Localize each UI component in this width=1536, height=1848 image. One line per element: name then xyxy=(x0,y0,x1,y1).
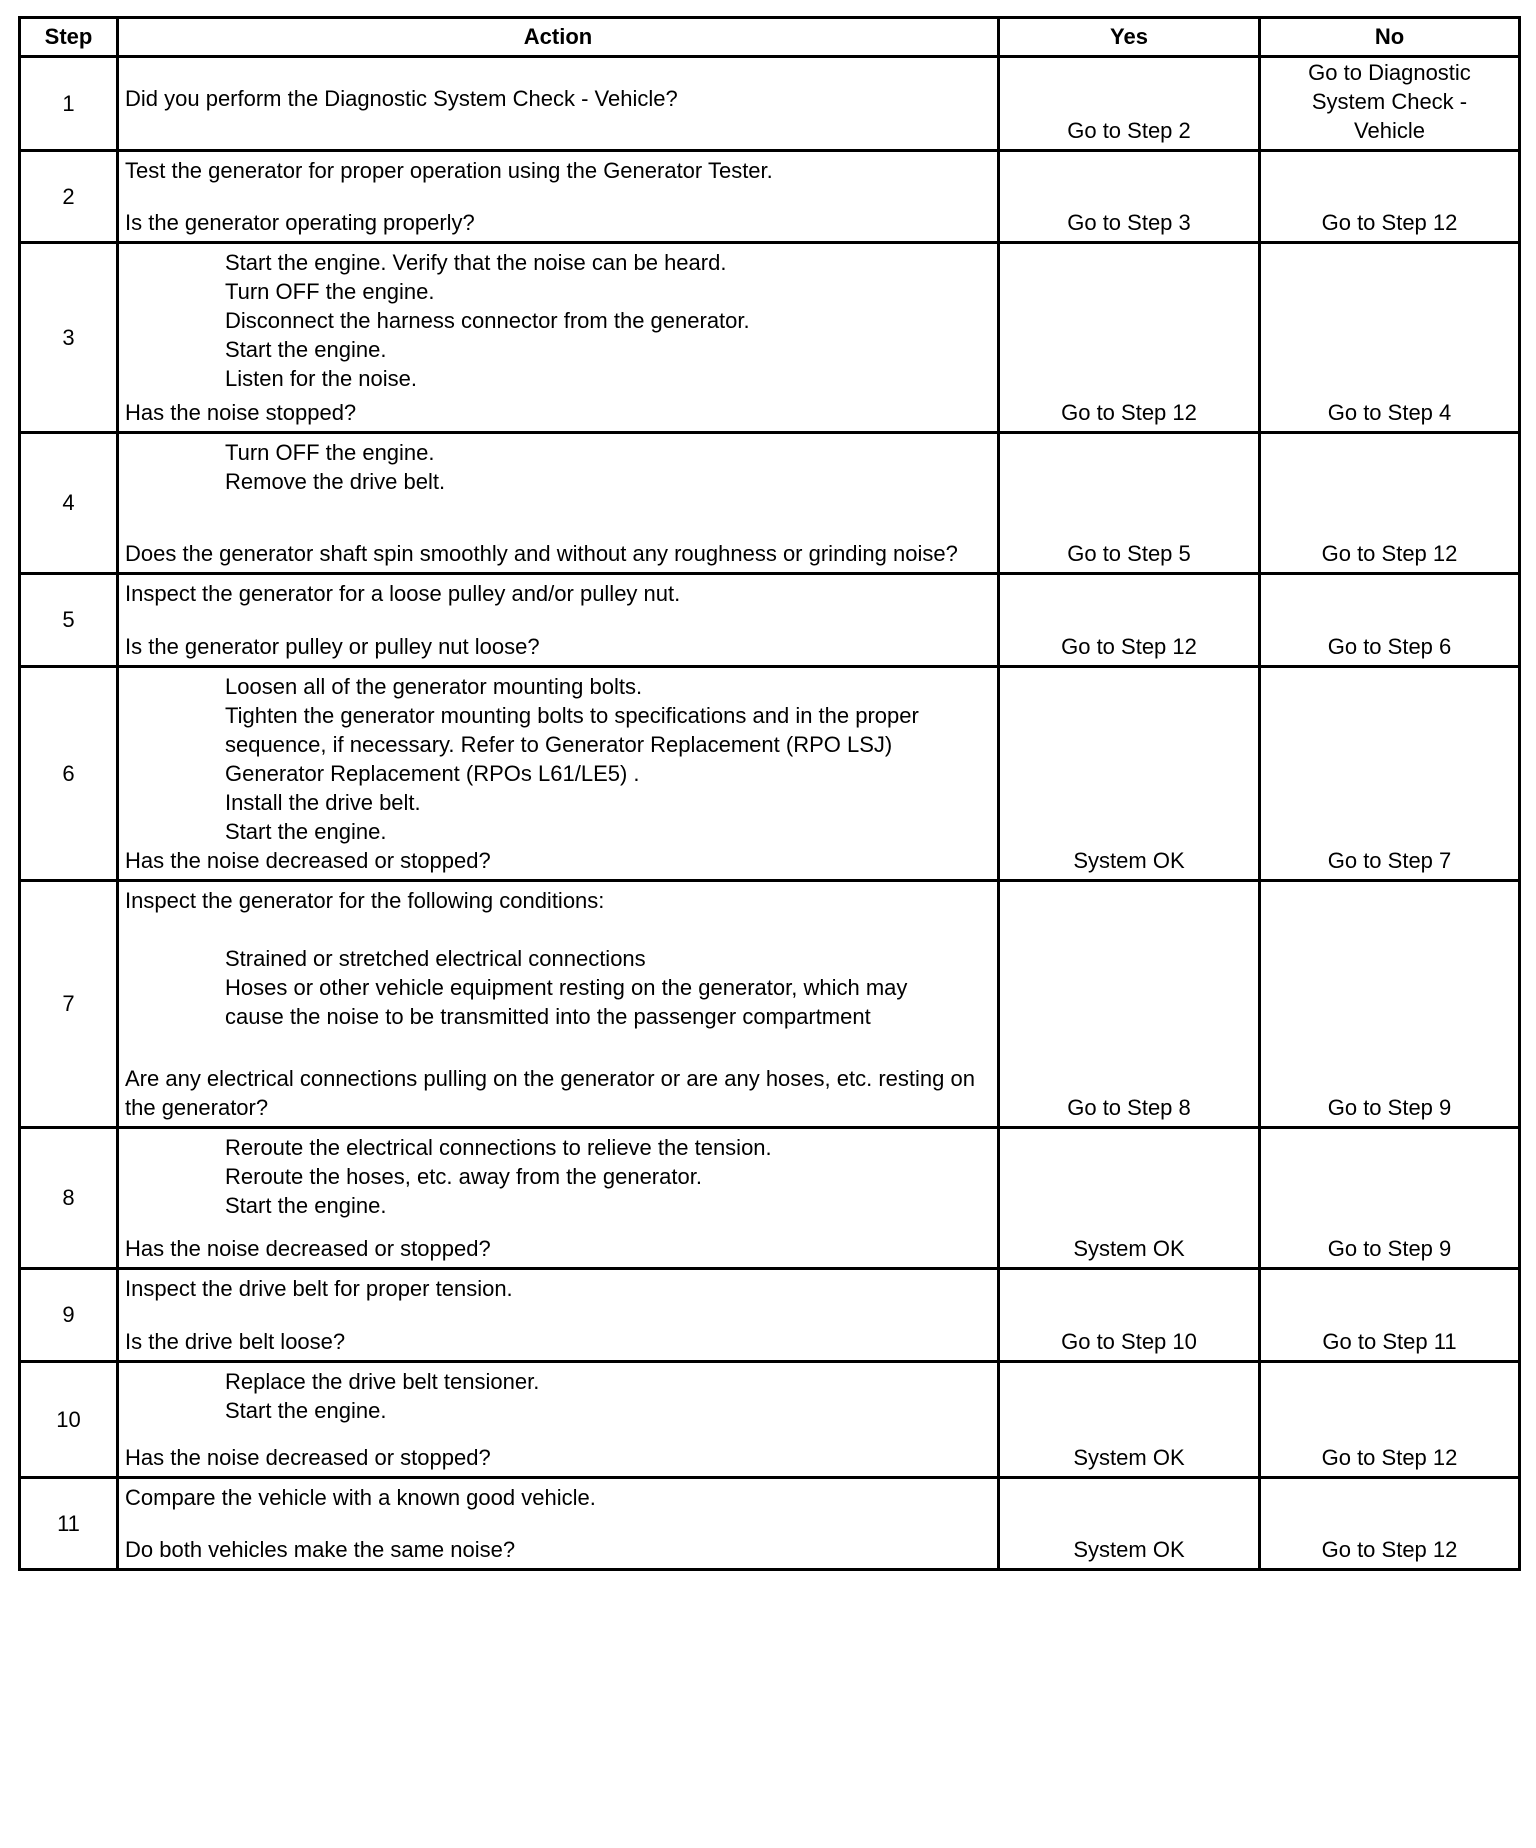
action-instructions xyxy=(125,438,991,496)
no-result: Go to Step 9 xyxy=(1260,1128,1520,1269)
action-step-line: Disconnect the harness connector from the generator. xyxy=(225,308,750,333)
table-header-row xyxy=(20,18,1520,57)
action-steps-list xyxy=(125,672,991,846)
action-step-line: Start the engine. Verify that the noise can be heard. xyxy=(225,250,727,275)
action-step-line: Loosen all of the generator mounting bolts. xyxy=(225,674,643,699)
action-content xyxy=(119,668,997,879)
action-steps-list xyxy=(125,944,991,1031)
action-question: Is the generator pulley or pulley nut loose? xyxy=(125,634,540,659)
table-row xyxy=(20,433,1520,574)
action-cell xyxy=(118,243,999,433)
action-content xyxy=(119,58,997,138)
action-step-line: Start the engine. xyxy=(225,337,387,362)
action-cell xyxy=(118,57,999,151)
action-cell xyxy=(118,1269,999,1362)
table-row xyxy=(20,57,1520,151)
diagnostic-table xyxy=(18,16,1521,1571)
action-cell xyxy=(118,1128,999,1269)
action-content xyxy=(119,1363,997,1476)
action-instructions xyxy=(125,1133,991,1220)
no-result: Go to Diagnostic System Check - Vehicle xyxy=(1260,57,1520,151)
action-cell xyxy=(118,151,999,243)
step-number: 3 xyxy=(20,243,118,433)
action-instructions xyxy=(125,579,991,608)
yes-result: System OK xyxy=(999,1128,1260,1269)
action-step-line: Start the engine. xyxy=(225,819,387,844)
action-content xyxy=(119,1479,997,1568)
action-steps-list xyxy=(125,438,991,496)
action-content xyxy=(119,1129,997,1267)
yes-result: Go to Step 3 xyxy=(999,151,1260,243)
action-question: Has the noise decreased or stopped? xyxy=(125,848,491,873)
yes-result: System OK xyxy=(999,667,1260,881)
action-step-line: Turn OFF the engine. xyxy=(225,440,435,465)
yes-result: Go to Step 2 xyxy=(999,57,1260,151)
action-step-line: Strained or stretched electrical connections xyxy=(225,946,646,971)
action-question: Does the generator shaft spin smoothly and without any roughness or grinding noise? xyxy=(125,541,958,566)
action-question: Has the noise stopped? xyxy=(125,400,357,425)
step-number: 11 xyxy=(20,1478,118,1570)
action-instructions xyxy=(125,886,991,1031)
action-intro: Inspect the generator for the following conditions: xyxy=(125,888,605,913)
action-cell xyxy=(118,433,999,574)
action-step-line: Remove the drive belt. xyxy=(225,469,446,494)
action-question: Are any electrical connections pulling on the generator or are any hoses, etc. resting on the generator? xyxy=(125,1066,975,1120)
step-number: 4 xyxy=(20,433,118,574)
action-content xyxy=(119,882,997,1126)
action-step-line: Listen for the noise. xyxy=(225,366,418,391)
action-steps-list xyxy=(125,1367,991,1425)
action-step-line: Start the engine. xyxy=(225,1398,387,1423)
yes-result: Go to Step 10 xyxy=(999,1269,1260,1362)
action-steps-list xyxy=(125,248,991,393)
step-number: 9 xyxy=(20,1269,118,1362)
action-step-line: Start the engine. xyxy=(225,1193,387,1218)
header-yes: Yes xyxy=(999,18,1260,57)
header-step: Step xyxy=(20,18,118,57)
action-question: Is the generator operating properly? xyxy=(125,210,475,235)
no-result: Go to Step 12 xyxy=(1260,433,1520,574)
action-content xyxy=(119,575,997,665)
table-row xyxy=(20,151,1520,243)
action-step-line: Install the drive belt. xyxy=(225,790,421,815)
action-intro: Inspect the drive belt for proper tension. xyxy=(125,1276,513,1301)
action-content xyxy=(119,152,997,241)
action-question: Do both vehicles make the same noise? xyxy=(125,1537,516,1562)
step-number: 8 xyxy=(20,1128,118,1269)
table-row xyxy=(20,1478,1520,1570)
action-intro: Compare the vehicle with a known good vehicle. xyxy=(125,1485,596,1510)
step-number: 1 xyxy=(20,57,118,151)
action-content xyxy=(119,1270,997,1360)
yes-result: System OK xyxy=(999,1362,1260,1478)
action-question: Has the noise decreased or stopped? xyxy=(125,1236,491,1261)
action-step-line: Replace the drive belt tensioner. xyxy=(225,1369,540,1394)
action-intro: Test the generator for proper operation using the Generator Tester. xyxy=(125,158,773,183)
table-row xyxy=(20,243,1520,433)
step-number: 7 xyxy=(20,881,118,1128)
action-question: Has the noise decreased or stopped? xyxy=(125,1445,491,1470)
table-row xyxy=(20,574,1520,667)
step-number: 5 xyxy=(20,574,118,667)
step-number: 6 xyxy=(20,667,118,881)
action-content xyxy=(119,434,997,572)
no-result: Go to Step 11 xyxy=(1260,1269,1520,1362)
yes-result: System OK xyxy=(999,1478,1260,1570)
table-row xyxy=(20,1269,1520,1362)
action-instructions xyxy=(125,1367,991,1425)
action-step-line: Reroute the electrical connections to relieve the tension. xyxy=(225,1135,772,1160)
yes-result: Go to Step 12 xyxy=(999,243,1260,433)
action-instructions xyxy=(125,156,991,185)
table-body xyxy=(20,57,1520,1570)
header-action: Action xyxy=(118,18,999,57)
no-result: Go to Step 6 xyxy=(1260,574,1520,667)
yes-result: Go to Step 8 xyxy=(999,881,1260,1128)
table-row xyxy=(20,667,1520,881)
no-result: Go to Step 7 xyxy=(1260,667,1520,881)
action-instructions xyxy=(125,1274,991,1303)
action-content xyxy=(119,244,997,431)
step-number: 2 xyxy=(20,151,118,243)
action-cell xyxy=(118,574,999,667)
action-intro: Inspect the generator for a loose pulley and/or pulley nut. xyxy=(125,581,681,606)
no-result: Go to Step 9 xyxy=(1260,881,1520,1128)
no-result: Go to Step 12 xyxy=(1260,151,1520,243)
action-steps-list xyxy=(125,1133,991,1220)
no-result: Go to Step 12 xyxy=(1260,1478,1520,1570)
action-instructions xyxy=(125,248,991,393)
action-step-line: Hoses or other vehicle equipment resting on the generator, which may cause the noise to be transmitted into the passenger compartment xyxy=(225,975,908,1029)
no-result: Go to Step 12 xyxy=(1260,1362,1520,1478)
action-cell xyxy=(118,1478,999,1570)
header-no: No xyxy=(1260,18,1520,57)
action-step-line: Tighten the generator mounting bolts to specifications and in the proper sequence, if necessary. Refer to Generator Replacement (RPO LSJ) Generator Replacement (RPOs L61/LE5) . xyxy=(225,703,919,786)
action-step-line: Turn OFF the engine. xyxy=(225,279,435,304)
action-instructions xyxy=(125,672,991,846)
step-number: 10 xyxy=(20,1362,118,1478)
action-step-line: Reroute the hoses, etc. away from the generator. xyxy=(225,1164,702,1189)
yes-result: Go to Step 12 xyxy=(999,574,1260,667)
table-row xyxy=(20,1362,1520,1478)
action-cell xyxy=(118,1362,999,1478)
table-row xyxy=(20,1128,1520,1269)
action-question: Is the drive belt loose? xyxy=(125,1329,346,1354)
action-cell xyxy=(118,667,999,881)
action-instructions xyxy=(125,1483,991,1512)
action-question: Did you perform the Diagnostic System Check - Vehicle? xyxy=(125,85,678,111)
action-cell xyxy=(118,881,999,1128)
yes-result: Go to Step 5 xyxy=(999,433,1260,574)
table-row xyxy=(20,881,1520,1128)
no-result: Go to Step 4 xyxy=(1260,243,1520,433)
